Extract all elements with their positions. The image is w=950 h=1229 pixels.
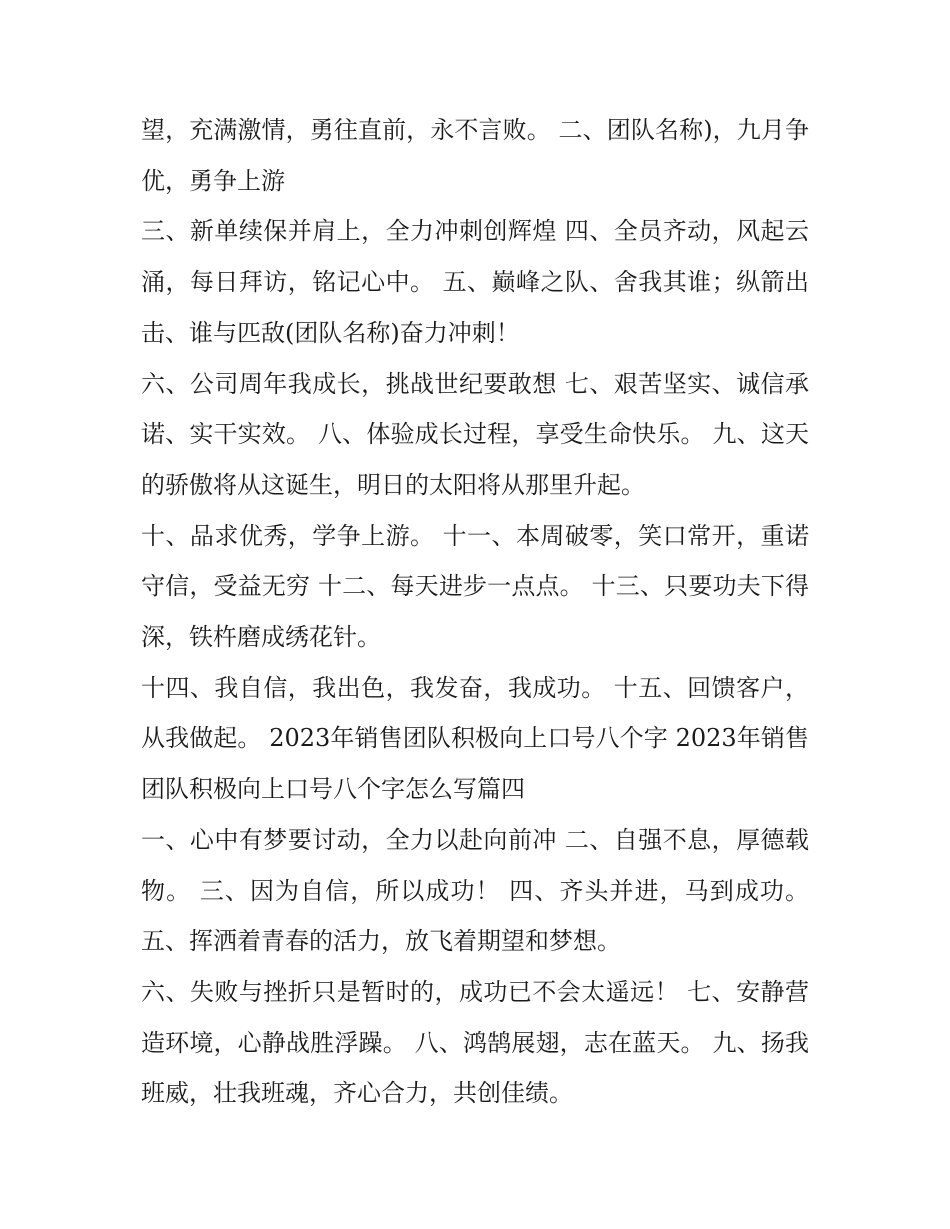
document-body (141, 105, 809, 1119)
paragraph: 十四、我自信，我出色，我发奋，我成功。 十五、回馈客户，从我做起。 2023年销售团队积极向上口号八个字 2023年销售团队积极向上口号八个字怎么写篇四 (141, 673, 809, 804)
paragraph: 十、品求优秀，学争上游。 十一、本周破零，笑口常开，重诺守信，受益无穷 十二、每天进步一点点。 十三、只要功夫下得深，铁杵磨成绣花针。 (141, 521, 809, 652)
paragraph: 三、新单续保并肩上，全力冲刺创辉煌 四、全员齐动，风起云涌，每日拜访，铭记心中。 五、巅峰之队、舍我其谁；纵箭出击、谁与匹敌(团队名称)奋力冲刺！ (141, 217, 809, 347)
paragraph: 六、公司周年我成长，挑战世纪要敢想 七、艰苦坚实、诚信承诺、实干实效。 八、体验成长过程，享受生命快乐。 九、这天的骄傲将从这诞生，明日的太阳将从那里升起。 (141, 369, 809, 499)
paragraph: 六、失败与挫折只是暂时的，成功已不会太遥远！ 七、安静营造环境，心静战胜浮躁。 八、鸿鹄展翅，志在蓝天。 九、扬我班威，壮我班魂，齐心合力，共创佳绩。 (141, 977, 809, 1108)
paragraph: 望，充满激情，勇往直前，永不言败。 二、团队名称)，九月争优，勇争上游 (141, 116, 809, 195)
paragraph: 一、心中有梦要讨动，全力以赴向前冲 二、自强不息，厚德载物。 三、因为自信，所以成功！ 四、齐头并进，马到成功。 五、挥洒着青春的活力，放飞着期望和梦想。 (141, 825, 809, 956)
